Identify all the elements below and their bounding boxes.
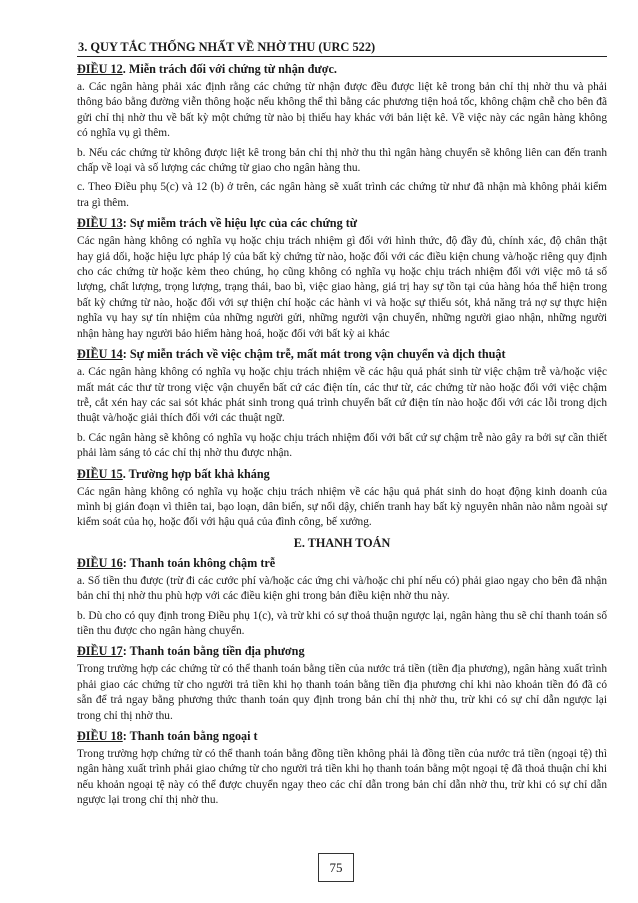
article-heading — [77, 728, 607, 744]
article-title: . Trường hợp bất khả kháng — [122, 466, 270, 481]
article-title: : Sự miễm trách về hiệu lực của các chứng từ — [122, 216, 358, 231]
article-number: ĐIỀU 15 — [77, 466, 123, 481]
paragraph: b. Các ngân hàng sẽ không có nghĩa vụ hoặc chịu trách nhiệm đối với bất cứ sự chậm trễ nào gây ra bởi sự cần thiết phải làm sáng tỏ các chỉ thị nhờ thu được nhận. — [77, 431, 607, 460]
article-title: : Thanh toán bằng ngoại t — [122, 729, 258, 743]
article-title: : Thanh toán không chậm trễ — [122, 555, 276, 570]
article-number: ĐIỀU 14 — [77, 347, 123, 362]
paragraph: Các ngân hàng không có nghĩa vụ hoặc chịu trách nhiệm gì đối với hình thức, độ đầy đủ, chính xác, độ chân thật hay giả dối, hoặc hiệu lực pháp lý của bất kỳ chứng từ nào, hoặc đối với các điều kiện chung và/hoặc riêng quy định cho các chứng từ hoặc kèm theo chúng, họ cũng không có nghĩa vụ hoặc chịu trách nhiệm đối với việc mô tả số lượng, chất lượng, trọng lượng, trạng thái, bao bì, việc giao hàng, giá trị hay sự tồn tại của hàng hóa thể hiện trong bất kỳ chứng từ nào, hoặc đối với sự thiện chí hoặc các hành vi và hoặc sự thiếu sót, khả năng trả nợ sự thực hiện nghĩa vụ hay sự tín nhiệm của những người gửi, những người vận chuyển, những người giao nhận, những người nhận hàng hay người bảo hiểm hàng hoá, hoặc đối với bất kỳ ai khác — [77, 235, 607, 340]
paragraph: a. Số tiền thu được (trừ đi các cước phí và/hoặc các ứng chi và/hoặc chi phí nếu có) phải giao ngay cho bên đã nhận bản chỉ thị nhờ thu phù hợp với các điều kiện ghi trong bản điều kiện nhờ thu này. — [77, 574, 607, 603]
article-heading — [77, 466, 607, 482]
paragraph: Trong trường hợp các chứng từ có thể thanh toán bằng tiền của nước trả tiền (tiền địa phương), ngân hàng xuất trình phải giao các chứng từ cho người trả tiền khi họ thanh toán bằng tiền địa phương chỉ khi nào khoản tiền đó đã có sẵn để trả ngay bằng phương thức thanh toán quy định trong bản chỉ thị nhờ thu, trừ khi có sự chỉ dẫn ngược lại trong chỉ thị nhờ thu. — [77, 663, 607, 722]
article-number: ĐIỀU 17 — [77, 644, 123, 659]
page-number: 75 — [318, 853, 354, 882]
paragraph: Trong trường hợp chứng từ có thể thanh toán bằng đồng tiền không phải là đồng tiền của nước trả tiền (ngoại tệ) thì ngân hàng xuất trình phải giao chứng từ cho người trả tiền khi họ thanh toán bằng một ngoại tệ đã thoả thuận chỉ khi nếu khoản ngoại tệ này có thể được chuyển ngay theo các chỉ dẫn trong bản chỉ dẫn nhờ thu, trừ khi có sự chỉ dẫn ngược lại trong chỉ thị nhờ thu. — [77, 748, 607, 807]
paragraph: a. Các ngân hàng phải xác định rằng các chứng từ nhận được đều được liệt kê trong bản chỉ thị nhờ thu và phải thông báo bằng đường viễn thông hoặc nếu không thể thì bằng các phương tiện hoả tốc, không chậm chễ cho bên đã gửi chỉ thị nhờ thu về bất kỳ một chứng từ nào bị thiếu hay khác với bản liệt kê. Về việc này các ngân hàng không có nghĩa vụ gì thêm. — [77, 81, 607, 140]
article-number: ĐIỀU 13 — [77, 216, 123, 231]
article-heading — [77, 61, 607, 77]
paragraph: a. Các ngân hàng không có nghĩa vụ hoặc chịu trách nhiệm về các hậu quả phát sinh từ việc chậm trễ và/hoặc việc mất mát các thư từ trong việc vận chuyển bất cứ các điện tín, các thư từ, các chứng từ nào hoặc đối với việc chậm trễ, cắt xén hay các sai sót khác phát sinh trong quá trình chuyển bất cứ điện tín nào hoặc đối với các lỗi trong dịch thuật và/hoặc giải thích đối với các thuật ngữ. — [77, 366, 607, 425]
article-heading — [77, 555, 607, 571]
article-heading — [77, 215, 607, 231]
paragraph: c. Theo Điều phụ 5(c) và 12 (b) ở trên, các ngân hàng sẽ xuất trình các chứng từ như đã nhận mà không phải kiểm tra gì thêm. — [77, 181, 607, 209]
paragraph: b. Dù cho có quy định trong Điều phụ 1(c), và trừ khi có sự thoả thuận ngược lại, ngân hàng thu sẽ chỉ thanh toán số tiền thu được cho ngân hàng chuyển. — [77, 609, 607, 637]
paragraph: Các ngân hàng không có nghĩa vụ hoặc chịu trách nhiệm về các hậu quả phát sinh do hoạt động kinh doanh của mình bị gián đoạn vì thiên tai, bạo loạn, dân biến, sự nổi dậy, chiến tranh hay bất kỳ nguyên nhân nào nằm ngoài sự kiểm soát của họ, hoặc đối với hậu quả của đình công, bế xưởng. — [77, 485, 607, 529]
page-content — [77, 39, 607, 813]
article-number: ĐIỀU 18 — [77, 729, 123, 743]
article-title: . Miễn trách đối với chứng từ nhận được. — [122, 62, 337, 76]
article-number: ĐIỀU 16 — [77, 555, 123, 570]
article-title: : Sự miễn trách về việc chậm trễ, mất mát trong vận chuyển và dịch thuật — [122, 347, 506, 362]
article-heading — [77, 643, 607, 659]
paragraph: b. Nếu các chứng từ không được liệt kê trong bản chỉ thị nhờ thu thì ngân hàng chuyển sẽ không liên can đến tranh chấp về loại và số lượng các chứng từ giao cho ngân hàng thu. — [77, 146, 607, 175]
part-heading: E. THANH TOÁN — [293, 535, 391, 550]
article-title: : Thanh toán bằng tiền địa phương — [122, 644, 305, 659]
article-number: ĐIỀU 12 — [77, 62, 123, 76]
article-heading — [77, 346, 607, 362]
section-title: 3. QUY TẮC THỐNG NHẤT VỀ NHỜ THU (URC 522) — [77, 39, 607, 57]
